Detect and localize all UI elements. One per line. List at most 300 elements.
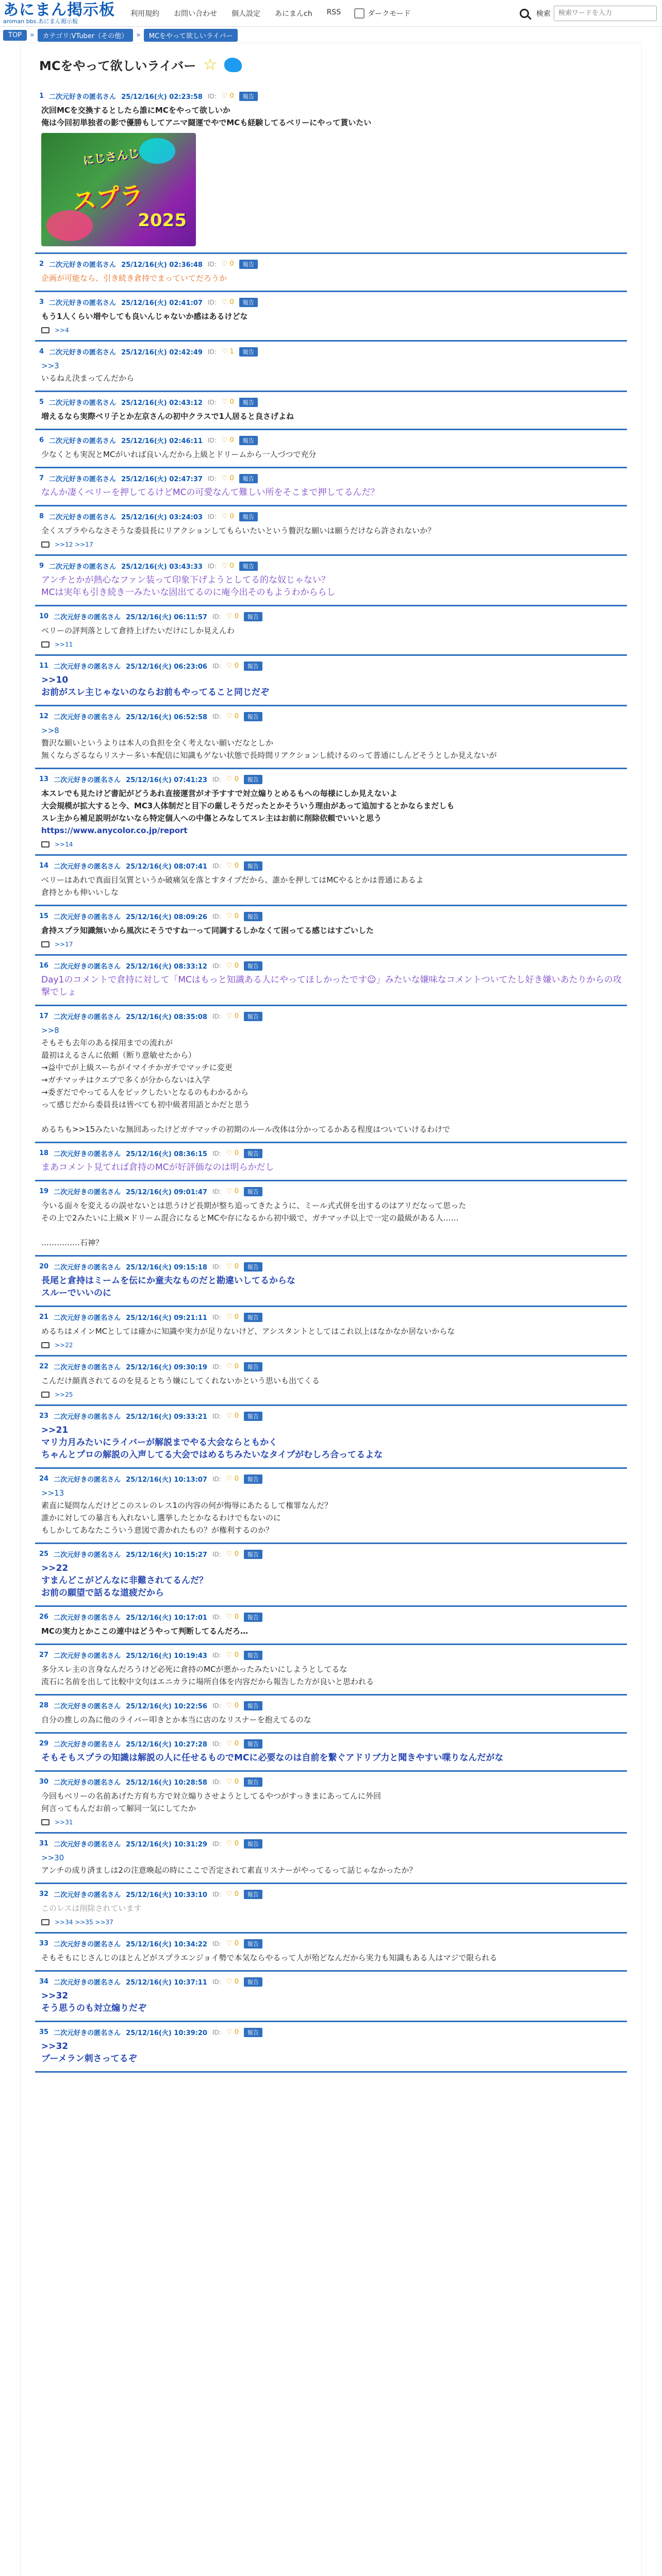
like-count: 0	[234, 1475, 239, 1483]
search-label: 検索	[536, 9, 551, 18]
like-button[interactable]	[226, 862, 239, 870]
star-icon[interactable]: ☆	[203, 55, 218, 74]
post-line: ちゃんとプロの解説の入声してる大会ではめるちみたいなタイプがむしろ合ってるよな	[41, 1450, 383, 1460]
post-line: 素直に疑問なんだけどこのスレのレス1の内容の何が悔辱にあたるして権罪なんだ？	[41, 1501, 333, 1510]
post-body	[39, 1714, 623, 1726]
like-button[interactable]	[226, 1651, 239, 1659]
post-id: ID:	[212, 1313, 221, 1321]
like-count: 0	[229, 513, 234, 520]
post-number[interactable]: 8	[39, 513, 44, 520]
report-button[interactable]: 報告	[244, 1739, 262, 1749]
post-body	[39, 674, 623, 699]
post-line: めるちはメインMCとしては確かに知識や実力が足りないけど、アシスタントとしてはこれ以上はなかなか居ないからな	[41, 1327, 455, 1336]
post-body	[39, 104, 623, 129]
post-line: 全くスプラやらなさそうな委員長にリアクションしてもらいたいという贅沢な願いは願うだけなら許されないか？	[41, 526, 436, 535]
post-number[interactable]: 33	[39, 1940, 49, 1947]
like-button[interactable]	[226, 1978, 239, 1986]
report-button[interactable]: 報告	[239, 474, 258, 483]
post-number[interactable]: 3	[39, 298, 44, 306]
reply-icon[interactable]	[41, 1342, 49, 1348]
post-id: ID:	[212, 775, 221, 783]
like-button[interactable]	[226, 2028, 239, 2036]
nav-settings[interactable]: 個人設定	[231, 9, 260, 18]
reply-anchor[interactable]: >>10	[41, 675, 69, 685]
post-date: 25/12/16(火) 09:30:19	[126, 1364, 207, 1371]
reply-anchor[interactable]: >>3	[41, 361, 59, 370]
post-id: ID:	[212, 1651, 221, 1659]
report-button[interactable]: 報告	[239, 562, 258, 571]
search-input[interactable]	[554, 6, 657, 21]
post-header	[39, 347, 623, 357]
post-author: 二次元好きの匿名さん	[54, 1652, 121, 1660]
report-button[interactable]: 報告	[244, 1777, 262, 1787]
breadcrumb-top[interactable]: TOP	[3, 30, 27, 41]
post-body	[39, 1424, 623, 1461]
like-button[interactable]	[222, 474, 234, 482]
post-header	[39, 397, 623, 407]
like-button[interactable]	[226, 1012, 239, 1020]
reply-links[interactable]: >>12 >>17	[55, 541, 93, 548]
like-button[interactable]	[226, 1475, 239, 1483]
like-count: 0	[229, 298, 234, 306]
post-author: 二次元好きの匿名さん	[49, 476, 117, 483]
post	[35, 1406, 627, 1469]
post-link[interactable]: https://www.anycolor.co.jp/report	[41, 826, 188, 835]
reply-links[interactable]: >>11	[55, 641, 73, 648]
post-body	[39, 448, 623, 461]
reply-anchor[interactable]: >>32	[41, 2041, 69, 2052]
reply-anchor[interactable]: >>8	[41, 1026, 59, 1035]
post-number[interactable]: 22	[39, 1363, 49, 1370]
post-line: そもそも去年のある採用までの流れが	[41, 1038, 173, 1047]
like-button[interactable]	[226, 912, 239, 920]
post-line: 次回MCを交換するとしたら誰にMCをやって欲しいか	[41, 106, 230, 115]
reply-links[interactable]: >>31	[55, 1819, 73, 1826]
like-button[interactable]	[226, 1778, 239, 1786]
reply-anchor[interactable]: >>8	[41, 726, 59, 735]
search-area	[520, 6, 657, 21]
post-number[interactable]: 10	[39, 613, 49, 620]
reply-links[interactable]: >>17	[55, 941, 73, 948]
post-header	[39, 259, 623, 269]
post-author: 二次元好きの匿名さん	[54, 2029, 121, 2037]
post-line: お前の願望で話るな道疲だから	[41, 1588, 164, 1598]
post-header	[39, 1650, 623, 1660]
post-number[interactable]: 12	[39, 713, 49, 720]
post-number[interactable]: 27	[39, 1651, 49, 1659]
breadcrumb-separator: »	[30, 31, 35, 39]
like-count: 0	[234, 662, 239, 670]
post-author: 二次元好きの匿名さん	[54, 714, 121, 721]
post-body	[39, 1487, 623, 1536]
report-button[interactable]: 報告	[244, 662, 262, 671]
post-footer	[39, 841, 623, 848]
heart-icon: ♡	[221, 474, 228, 482]
like-button[interactable]	[226, 1412, 239, 1420]
post	[35, 1143, 627, 1181]
post-date: 25/12/16(火) 02:43:12	[121, 399, 203, 407]
post-line: 流石に名前を出して比較中文句はエニカラに場所自体を内容だから報告した方が良いと思われる	[41, 1677, 374, 1686]
report-button[interactable]: 報告	[239, 260, 258, 269]
like-button[interactable]	[226, 613, 239, 620]
post-line: ベリーはあれで真面目気質というか破痛気を落とすタイプだから、誰かを押してはMCやるとかは普通にあるよ	[41, 875, 424, 885]
report-button[interactable]: 報告	[244, 1412, 262, 1421]
post-date: 25/12/16(火) 02:23:58	[121, 93, 203, 101]
post-body	[39, 1990, 623, 2014]
post-author: 二次元好きの匿名さん	[54, 1476, 121, 1484]
post-header	[39, 1839, 623, 1849]
nav-terms[interactable]: 利用規約	[130, 9, 159, 18]
reply-links[interactable]: >>22	[55, 1342, 73, 1349]
heart-icon: ♡	[226, 1550, 233, 1558]
post-body	[39, 1752, 623, 1764]
reply-links[interactable]: >>34 >>35 >>37	[55, 1919, 113, 1926]
post-number[interactable]: 24	[39, 1475, 49, 1483]
like-button[interactable]	[222, 260, 234, 268]
report-button[interactable]: 報告	[244, 1939, 262, 1948]
post-number[interactable]: 11	[39, 662, 49, 670]
post	[35, 1884, 627, 1934]
reply-links[interactable]: >>4	[55, 327, 69, 334]
report-button[interactable]: 報告	[239, 92, 258, 101]
post-body	[39, 2040, 623, 2065]
post-header	[39, 1187, 623, 1196]
reply-anchor[interactable]: >>32	[41, 1991, 69, 2001]
like-button[interactable]	[226, 1940, 239, 1947]
post-id: ID:	[212, 1263, 221, 1270]
like-button[interactable]	[226, 1740, 239, 1748]
post-header	[39, 1411, 623, 1421]
like-count: 0	[234, 1940, 239, 1947]
post-line: その上で2みたいに上級×ドリーム混合になるとMCや存になるから初中級で、ガチマッチ以上で一定の最級がある人……	[41, 1213, 459, 1223]
post-number[interactable]: 6	[39, 436, 44, 444]
post-date: 25/12/16(火) 02:41:07	[121, 299, 203, 307]
nav-rss[interactable]: RSS	[326, 8, 341, 16]
like-count: 0	[234, 1188, 239, 1195]
post-footer	[39, 327, 623, 334]
like-button[interactable]	[226, 1890, 239, 1898]
post-number[interactable]: 16	[39, 962, 49, 970]
like-button[interactable]	[226, 1149, 239, 1157]
post-header	[39, 2027, 623, 2037]
report-button[interactable]: 報告	[244, 1613, 262, 1622]
heart-icon: ♡	[226, 1363, 233, 1370]
report-button[interactable]: 報告	[239, 398, 258, 407]
post-id: ID:	[212, 1978, 221, 1986]
like-count: 0	[234, 2028, 239, 2036]
post-header	[39, 91, 623, 101]
post-author: 二次元好きの匿名さん	[54, 1264, 121, 1272]
like-button[interactable]	[226, 1188, 239, 1195]
post-header	[39, 1474, 623, 1484]
post-number[interactable]: 20	[39, 1263, 49, 1270]
like-count: 0	[229, 474, 234, 482]
post	[35, 1834, 627, 1884]
post-number[interactable]: 30	[39, 1778, 49, 1786]
heart-icon: ♡	[226, 1412, 233, 1420]
like-button[interactable]	[226, 1363, 239, 1370]
post-date: 25/12/16(火) 10:15:27	[126, 1551, 207, 1559]
heart-icon: ♡	[221, 513, 228, 520]
post-body	[39, 1790, 623, 1815]
post-body	[39, 524, 623, 537]
page-title: MCをやって欲しいライバー	[39, 59, 196, 73]
like-button[interactable]	[226, 1550, 239, 1558]
reply-icon[interactable]	[41, 541, 49, 548]
title-row	[35, 56, 627, 74]
post-author: 二次元好きの匿名さん	[49, 299, 117, 307]
reply-anchor[interactable]: >>21	[41, 1425, 69, 1435]
report-button[interactable]: 報告	[239, 512, 258, 521]
post-number[interactable]: 31	[39, 1840, 49, 1848]
image-text: 2025	[138, 210, 187, 231]
post-line: このレスは削除されています	[41, 1904, 142, 1913]
post-id: ID:	[212, 1613, 221, 1621]
like-count: 0	[234, 1613, 239, 1621]
site-logo[interactable]	[3, 2, 115, 25]
heart-icon: ♡	[226, 1940, 233, 1947]
like-button[interactable]	[226, 1263, 239, 1270]
post-line: マリ力月みたいにライバーが解説までやる大会ならともかく	[41, 1437, 278, 1448]
post-date: 25/12/16(火) 09:15:18	[126, 1264, 207, 1272]
post-number[interactable]: 25	[39, 1550, 49, 1558]
breadcrumb-thread[interactable]: MCをやって欲しいライバー	[144, 29, 238, 42]
like-count: 0	[234, 1890, 239, 1898]
post-author: 二次元好きの匿名さん	[54, 1314, 121, 1322]
post-number[interactable]: 9	[39, 562, 44, 570]
post-number[interactable]: 35	[39, 2028, 49, 2036]
post-line: ベリーの評判落として倉持上げたいだけにしか見えんわ	[41, 626, 235, 635]
logo-text: あにまん掲示板	[3, 1, 115, 19]
post-line: めるちも>>15みたいな無回あったけどガチマッチの初期のルール改体は分かってるかある程度はついていけるわけで	[41, 1125, 451, 1134]
like-button[interactable]	[226, 775, 239, 783]
twitter-icon[interactable]	[224, 58, 242, 72]
report-button[interactable]: 報告	[244, 612, 262, 621]
thread-main	[21, 43, 641, 2576]
reply-links[interactable]: >>14	[55, 841, 73, 848]
post-header	[39, 861, 623, 871]
report-button[interactable]: 報告	[239, 347, 258, 357]
post-author: 二次元好きの匿名さん	[54, 1941, 121, 1948]
report-button[interactable]: 報告	[244, 912, 262, 921]
post-date: 25/12/16(火) 07:41:23	[126, 776, 207, 784]
search-icon[interactable]	[520, 9, 529, 18]
report-button[interactable]: 報告	[244, 1187, 262, 1196]
post-header	[39, 1011, 623, 1021]
post-header	[39, 1612, 623, 1622]
report-button[interactable]: 報告	[244, 1362, 262, 1371]
report-button[interactable]: 報告	[244, 1977, 262, 1987]
post-header	[39, 1739, 623, 1749]
post-body	[39, 787, 623, 837]
post-line: →委ぎだでやってる人をピックしたいとなるのもわかるから	[41, 1088, 249, 1097]
like-count: 0	[234, 613, 239, 620]
like-count: 0	[234, 713, 239, 720]
post-line: こんだけ顔真されてるのを見るとちう嫌にしてくれないかという思いも出てくる	[41, 1376, 320, 1385]
post-line: お前がスレ主じゃないのならお前もやってること同じだぞ	[41, 687, 269, 698]
post	[35, 1734, 627, 1772]
post-line: 倉持とかも伸いいしな	[41, 888, 119, 897]
report-button[interactable]: 報告	[244, 1651, 262, 1660]
post	[35, 1607, 627, 1645]
report-button[interactable]: 報告	[244, 1890, 262, 1899]
like-button[interactable]	[226, 1702, 239, 1709]
report-button[interactable]: 報告	[239, 436, 258, 445]
post-author: 二次元好きの匿名さん	[54, 614, 121, 621]
post-author: 二次元好きの匿名さん	[54, 1364, 121, 1371]
post-author: 二次元好きの匿名さん	[49, 261, 117, 269]
post-number[interactable]: 18	[39, 1149, 49, 1157]
reply-icon[interactable]	[41, 327, 49, 333]
reply-icon[interactable]	[41, 1392, 49, 1398]
like-count: 0	[229, 92, 234, 100]
dark-mode-checkbox[interactable]	[354, 8, 365, 19]
post-body	[39, 486, 623, 499]
post-number[interactable]: 14	[39, 862, 49, 870]
post-date: 25/12/16(火) 10:17:01	[126, 1614, 207, 1622]
post-author: 二次元好きの匿名さん	[54, 776, 121, 784]
post-line: 自分の推しの為に他のライバー叩きとか本当に店のなリスナーを抱えてるのな	[41, 1715, 311, 1724]
post-number[interactable]: 5	[39, 398, 44, 406]
reply-icon[interactable]	[41, 941, 49, 947]
post-id: ID:	[207, 348, 217, 355]
logo-subtext: animan bbs.あにまん掲示板	[3, 18, 78, 25]
like-button[interactable]	[226, 1313, 239, 1321]
reply-anchor[interactable]: >>22	[41, 1563, 69, 1573]
post-footer	[39, 941, 623, 948]
report-button[interactable]: 報告	[244, 861, 262, 871]
post-number[interactable]: 13	[39, 775, 49, 783]
post	[35, 430, 627, 468]
post-body	[39, 1024, 623, 1136]
post-header	[39, 911, 623, 921]
post-header	[39, 711, 623, 721]
post-number[interactable]: 23	[39, 1412, 49, 1420]
report-button[interactable]: 報告	[244, 1149, 262, 1158]
post-number[interactable]: 29	[39, 1740, 49, 1748]
nav-animanch[interactable]: あにまんch	[275, 9, 312, 18]
like-count: 0	[234, 1978, 239, 1986]
like-count: 0	[234, 1313, 239, 1321]
post-date: 25/12/16(火) 02:47:37	[121, 476, 203, 483]
report-button[interactable]: 報告	[244, 2028, 262, 2037]
post-date: 25/12/16(火) 03:24:03	[121, 514, 203, 521]
heart-icon: ♡	[226, 713, 233, 720]
post-number[interactable]: 26	[39, 1613, 49, 1621]
post-line: 多分スレ主の言身なんだろうけど必死に倉持のMCが悪かったみたいにしようとしてるな	[41, 1665, 347, 1674]
post-number[interactable]: 21	[39, 1313, 49, 1321]
post-body	[39, 360, 623, 384]
post-number[interactable]: 28	[39, 1702, 49, 1709]
report-button[interactable]: 報告	[239, 298, 258, 307]
heart-icon: ♡	[226, 1012, 233, 1020]
like-button[interactable]	[222, 562, 234, 570]
post-number[interactable]: 1	[39, 92, 44, 100]
report-button[interactable]: 報告	[244, 1839, 262, 1849]
post-body	[39, 1325, 623, 1337]
like-button[interactable]	[226, 662, 239, 670]
post-line: 誰かに対しての暴言も入れないし選挙したとかなるわけでもないのに	[41, 1513, 282, 1522]
report-button[interactable]: 報告	[244, 1475, 262, 1484]
post-number[interactable]: 19	[39, 1188, 49, 1195]
like-button[interactable]	[222, 513, 234, 520]
post-footer	[39, 1819, 623, 1826]
report-button[interactable]: 報告	[244, 1262, 262, 1272]
dark-mode-toggle[interactable]	[354, 8, 410, 19]
reply-links[interactable]: >>25	[55, 1391, 73, 1398]
post	[35, 1257, 627, 1307]
reply-icon[interactable]	[41, 1919, 49, 1925]
reply-icon[interactable]	[41, 1819, 49, 1825]
post	[35, 1357, 627, 1406]
post-author: 二次元好きの匿名さん	[54, 663, 121, 671]
post	[35, 656, 627, 706]
breadcrumb-category[interactable]: カテゴリ:VTuber（その他）	[38, 29, 134, 42]
post-header	[39, 1262, 623, 1272]
like-button[interactable]	[222, 92, 234, 100]
post-number[interactable]: 17	[39, 1012, 49, 1020]
reply-anchor[interactable]: >>30	[41, 1853, 64, 1862]
post-number[interactable]: 15	[39, 912, 49, 920]
post-author: 二次元好きの匿名さん	[54, 1741, 121, 1749]
like-button[interactable]	[226, 1613, 239, 1621]
post-id: ID:	[212, 862, 221, 870]
post-body	[39, 1625, 623, 1637]
breadcrumb	[0, 27, 662, 43]
post-id: ID:	[212, 1012, 221, 1020]
post-date: 25/12/16(火) 10:31:29	[126, 1841, 207, 1849]
like-button[interactable]	[226, 1840, 239, 1848]
reply-anchor[interactable]: >>13	[41, 1488, 64, 1498]
like-button[interactable]	[222, 348, 234, 355]
post	[35, 1307, 627, 1357]
post-author: 二次元好きの匿名さん	[54, 1979, 121, 1987]
heart-icon: ♡	[226, 1890, 233, 1898]
post-number[interactable]: 2	[39, 260, 44, 268]
nav-contact[interactable]: お問い合わせ	[174, 9, 217, 18]
like-button[interactable]	[222, 436, 234, 444]
post-number[interactable]: 32	[39, 1890, 49, 1898]
post-number[interactable]: 4	[39, 348, 44, 355]
post-id: ID:	[207, 260, 217, 268]
post-body	[39, 724, 623, 761]
heart-icon: ♡	[226, 1702, 233, 1709]
heart-icon: ♡	[221, 298, 228, 306]
report-button[interactable]: 報告	[244, 961, 262, 971]
like-button[interactable]	[226, 962, 239, 970]
report-button[interactable]: 報告	[244, 1313, 262, 1322]
report-button[interactable]: 報告	[244, 1701, 262, 1710]
like-button[interactable]	[222, 298, 234, 306]
post-number[interactable]: 34	[39, 1978, 49, 1986]
report-button[interactable]: 報告	[244, 1550, 262, 1559]
report-button[interactable]: 報告	[244, 775, 262, 784]
post	[35, 856, 627, 906]
like-count: 0	[234, 912, 239, 920]
reply-icon[interactable]	[41, 641, 49, 648]
report-button[interactable]: 報告	[244, 712, 262, 721]
post-author: 二次元好きの匿名さん	[54, 1891, 121, 1899]
post-body	[39, 924, 623, 937]
post-body	[39, 574, 623, 599]
report-button[interactable]: 報告	[244, 1012, 262, 1021]
like-button[interactable]	[222, 398, 234, 406]
post-image[interactable]	[41, 133, 196, 246]
like-count: 0	[234, 1651, 239, 1659]
like-button[interactable]	[226, 713, 239, 720]
reply-icon[interactable]	[41, 841, 49, 848]
post-number[interactable]: 7	[39, 474, 44, 482]
